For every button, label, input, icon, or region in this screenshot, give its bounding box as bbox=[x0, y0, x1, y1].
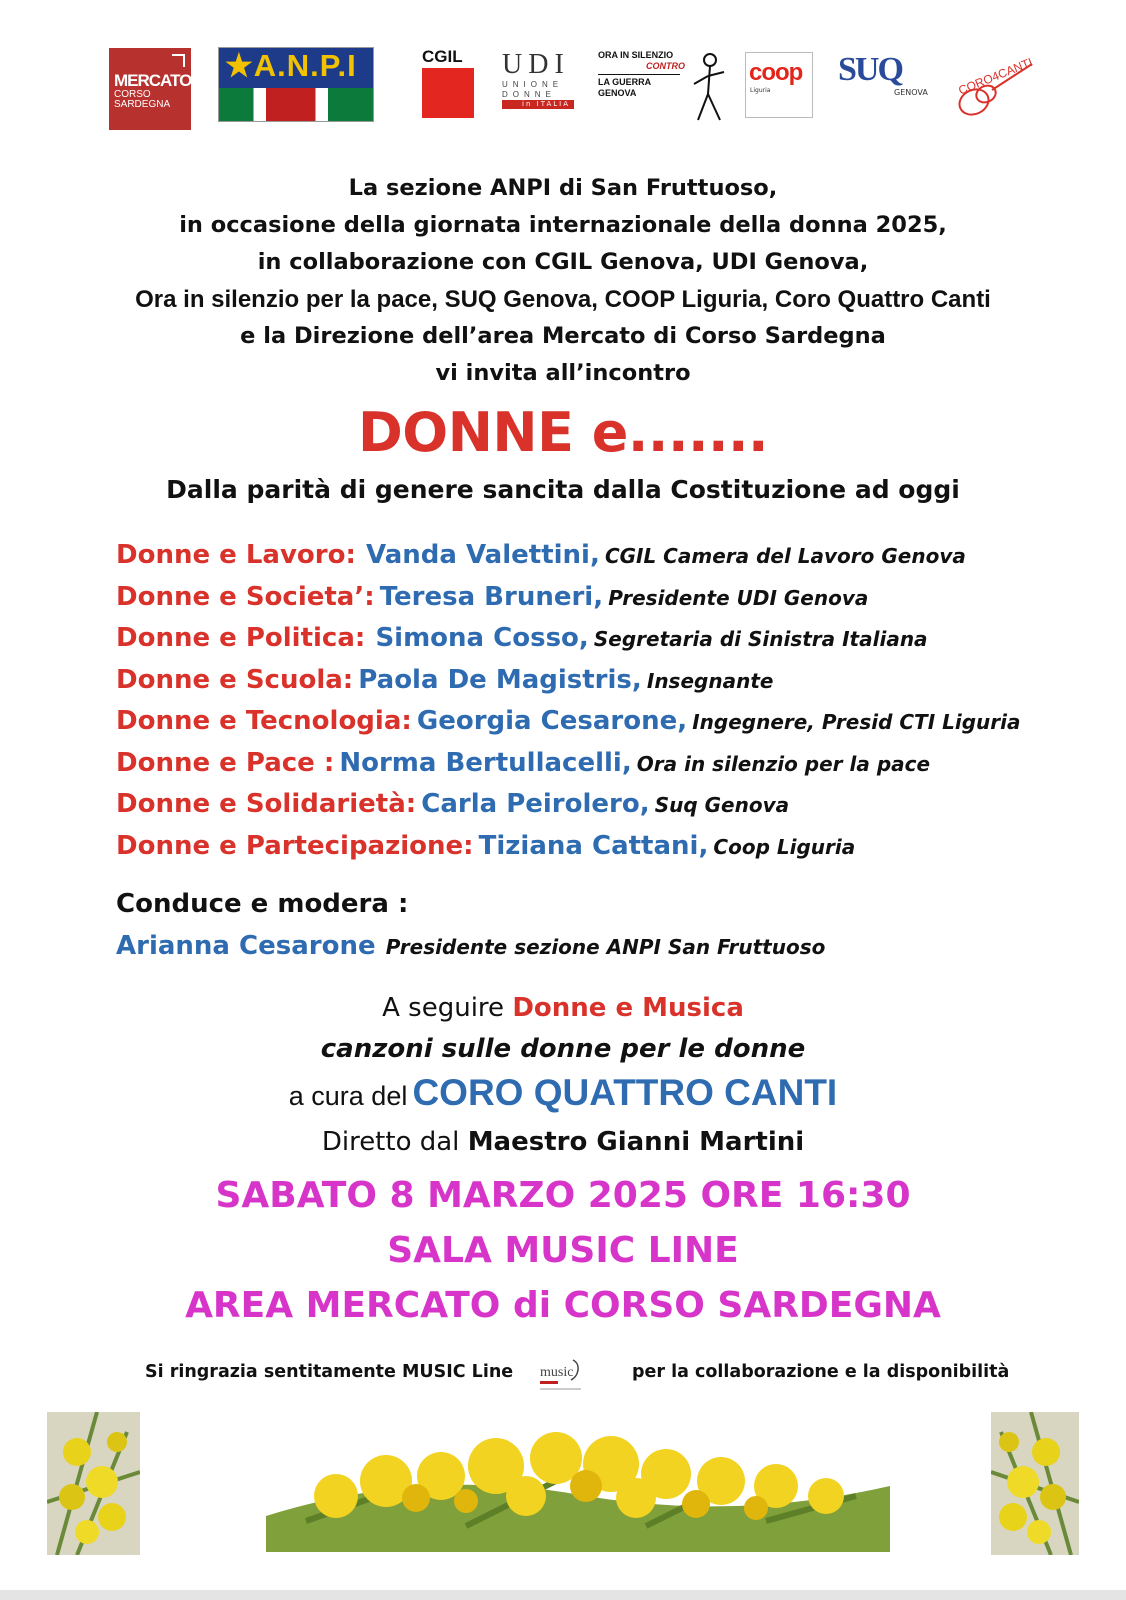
choir-line bbox=[0, 1070, 1126, 1123]
speaker-role: Suq Genova bbox=[654, 793, 790, 817]
moderator-role: Presidente sezione ANPI San Fruttuoso bbox=[385, 935, 826, 959]
udi-logo-line1: UNIONE bbox=[502, 80, 564, 89]
choir-prefix: a cura del bbox=[288, 1081, 408, 1111]
speaker-topic: Donne e Tecnologia: bbox=[116, 706, 412, 736]
moderator-name: Arianna Cesarone bbox=[116, 931, 376, 961]
speaker-name: Georgia Cesarone, bbox=[416, 706, 688, 736]
choir-name: CORO QUATTRO CANTI bbox=[412, 1072, 838, 1113]
bottom-strip bbox=[0, 1590, 1126, 1600]
guitar-logo-icon bbox=[952, 52, 1036, 124]
udi-logo-title: UDI bbox=[502, 49, 570, 80]
speaker-row bbox=[116, 826, 1116, 868]
coro-quattro-canti-logo bbox=[952, 52, 1036, 124]
music-line-logo-text: music bbox=[540, 1365, 574, 1380]
speaker-topic: Donne e Societa’: bbox=[116, 581, 375, 612]
speaker-name: Simona Cosso, bbox=[375, 623, 589, 653]
suq-genova-logo bbox=[838, 52, 934, 108]
coop-logo-sub: Liguria bbox=[750, 87, 771, 94]
speaker-name: Teresa Bruneri, bbox=[379, 581, 604, 612]
corner-mark-icon bbox=[172, 54, 185, 67]
speaker-row bbox=[116, 577, 1116, 619]
udi-logo-line3: in ITALIA bbox=[502, 100, 574, 109]
ora-logo-line4: GENOVA bbox=[598, 88, 637, 98]
mercato-logo-line3: SARDEGNA bbox=[114, 99, 171, 110]
event-info bbox=[0, 1168, 1126, 1333]
thanks-left: Si ringrazia sentitamente MUSIC Line bbox=[145, 1362, 514, 1382]
speaker-topic: Donne e Solidarietà: bbox=[116, 789, 417, 819]
ora-logo-line1: ORA IN SILENZIO bbox=[598, 50, 674, 60]
speaker-role: Segretaria di Sinistra Italiana bbox=[593, 627, 928, 651]
speaker-row bbox=[116, 660, 1116, 702]
director-name: Maestro Gianni Martini bbox=[467, 1127, 805, 1157]
mercato-logo-line2: CORSO bbox=[114, 89, 151, 100]
speaker-row bbox=[116, 784, 1116, 826]
speaker-role: Insegnante bbox=[646, 668, 774, 693]
mercato-corso-sardegna-logo bbox=[109, 48, 191, 130]
headline-subtitle: Dalla parità di genere sancita dalla Costituzione ad oggi bbox=[166, 475, 960, 504]
udi-logo-line2: DONNE bbox=[502, 90, 556, 99]
cgil-logo-text: CGIL bbox=[422, 47, 463, 66]
moderator-label: Conduce e modera : bbox=[116, 889, 409, 919]
intro-line-6: vi invita all’incontro bbox=[435, 360, 691, 386]
speaker-topic: Donne e Scuola: bbox=[116, 664, 354, 695]
ora-in-silenzio-logo bbox=[598, 50, 728, 124]
speaker-role: Coop Liguria bbox=[713, 834, 856, 859]
music-subtitle: canzoni sulle donne per le donne bbox=[320, 1034, 806, 1064]
speaker-row bbox=[116, 535, 1116, 577]
ora-logo-rule bbox=[598, 74, 680, 75]
director-prefix: Diretto dal bbox=[321, 1127, 460, 1157]
thanks-line bbox=[0, 1354, 1126, 1394]
speaker-name: Carla Peirolero, bbox=[421, 789, 650, 819]
speaker-row bbox=[116, 701, 1116, 743]
coop-liguria-logo bbox=[745, 52, 813, 118]
intro-line-3: in collaborazione con CGIL Genova, UDI Genova, bbox=[257, 249, 869, 275]
intro-line-1: La sezione ANPI di San Fruttuoso, bbox=[348, 175, 778, 201]
speaker-topic: Donne e Lavoro: bbox=[116, 540, 356, 570]
music-title: Donne e Musica bbox=[512, 993, 744, 1023]
music-line-logo bbox=[537, 1354, 589, 1394]
intro-line-4: Ora in silenzio per la pace, SUQ Genova, COOP Liguria, Coro Quattro Canti bbox=[135, 286, 991, 313]
intro-line-2: in occasione della giornata internazionale della donna 2025, bbox=[179, 212, 947, 238]
event-venue: SALA MUSIC LINE bbox=[387, 1230, 739, 1271]
speaker-topic: Donne e Partecipazione: bbox=[116, 830, 474, 861]
mercato-logo-title: MERCATO bbox=[114, 71, 192, 90]
intro-text bbox=[0, 170, 1126, 392]
figure-drawing-icon bbox=[690, 50, 728, 122]
speaker-role: Ingegnere, Presid CTI Liguria bbox=[692, 710, 1021, 734]
anpi-logo-text: ★A.N.P.I bbox=[225, 48, 357, 83]
speaker-role: Ora in silenzio per la pace bbox=[636, 751, 931, 776]
director-line bbox=[0, 1123, 1126, 1161]
music-section bbox=[0, 988, 1126, 1161]
speaker-role: CGIL Camera del Lavoro Genova bbox=[604, 544, 966, 568]
suq-logo-text: SUQ bbox=[838, 51, 902, 88]
event-date: SABATO 8 MARZO 2025 ORE 16:30 bbox=[215, 1175, 911, 1216]
flag-stripes bbox=[219, 88, 374, 122]
speaker-row bbox=[116, 743, 1116, 785]
udi-logo bbox=[502, 50, 574, 120]
headline-title: DONNE e....... bbox=[357, 401, 769, 464]
intro-line-5: e la Direzione dell’area Mercato di Corso Sardegna bbox=[240, 323, 886, 349]
speaker-name: Tiziana Cattani, bbox=[478, 830, 709, 861]
thanks-right: per la collaborazione e la disponibilità bbox=[632, 1362, 1010, 1382]
ora-logo-line2: CONTRO bbox=[646, 61, 685, 71]
mimosa-photo-right bbox=[991, 1412, 1079, 1555]
anpi-logo bbox=[218, 47, 374, 122]
music-intro-line bbox=[0, 988, 1126, 1028]
coro-logo-text: CORO4CANTI bbox=[956, 55, 1035, 98]
ora-logo-line3: LA GUERRA bbox=[598, 77, 652, 87]
cgil-red-square bbox=[422, 68, 474, 118]
speaker-name: Paola De Magistris, bbox=[358, 664, 642, 695]
music-prefix: A seguire bbox=[382, 993, 505, 1023]
speaker-topic: Donne e Pace : bbox=[116, 747, 335, 778]
moderator-row bbox=[116, 928, 825, 967]
speaker-row bbox=[116, 618, 1116, 660]
speakers-list bbox=[116, 535, 1116, 867]
cgil-logo bbox=[422, 48, 474, 120]
suq-logo-sub: GENOVA bbox=[894, 88, 928, 97]
coop-logo-text: coop bbox=[749, 59, 803, 86]
event-place: AREA MERCATO di CORSO SARDEGNA bbox=[185, 1285, 941, 1326]
speaker-topic: Donne e Politica: bbox=[116, 623, 366, 653]
speaker-name: Vanda Valettini, bbox=[366, 540, 600, 570]
speaker-name: Norma Bertullacelli, bbox=[339, 747, 632, 778]
mimosa-photo-left bbox=[47, 1412, 140, 1555]
speaker-role: Presidente UDI Genova bbox=[608, 585, 869, 610]
mimosa-photo-center bbox=[266, 1426, 890, 1552]
